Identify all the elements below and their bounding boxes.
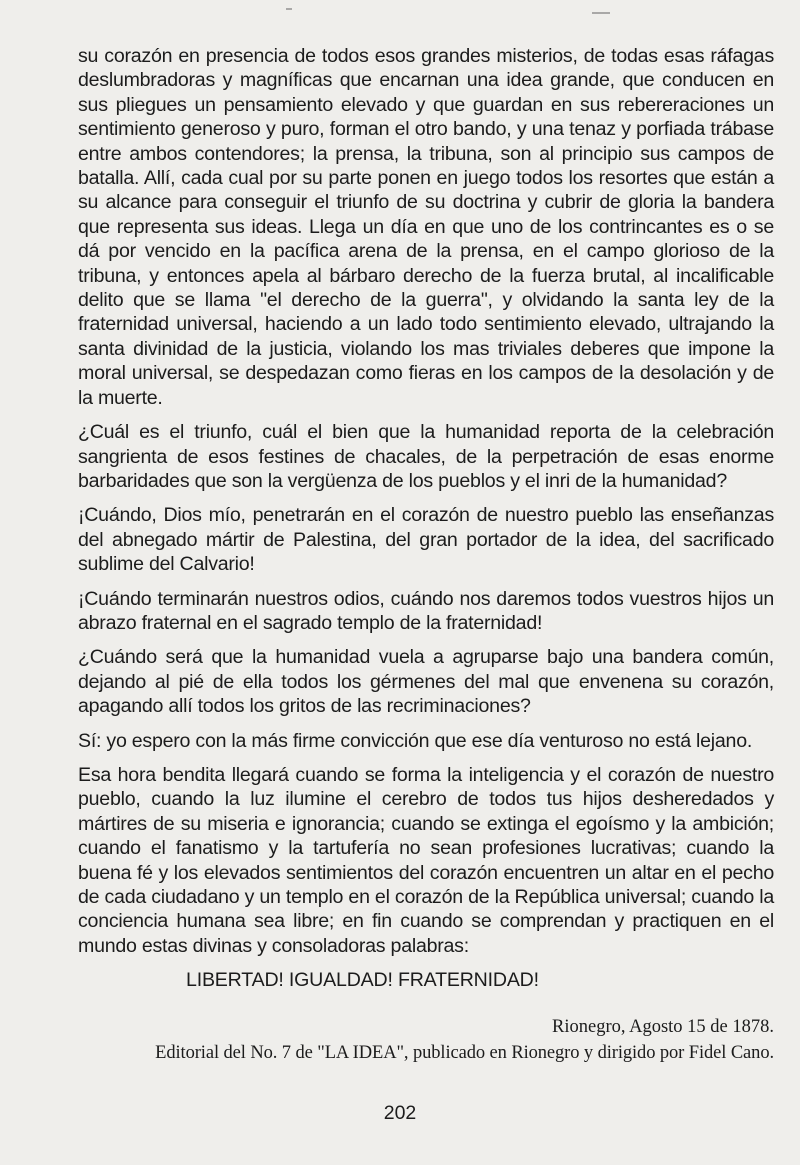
source-note: Editorial del No. 7 de "LA IDEA", publicado en Rionegro y dirigido por Fidel Cano. (155, 1043, 774, 1064)
paragraph-1: su corazón en presencia de todos esos grandes misterios, de todas esas ráfagas deslumbradoras y magníficas que encarnan una idea grande, que conducen en sus pliegues un pensamiento elevado y que guardan en sus rebereraciones un sentimiento generoso y puro, forman el otro bando, y una tenaz y porfiada trábase entre ambos contendores; la prensa, la tribuna, son al principio sus campos de batalla. Allí, cada cual por su parte ponen en juego todos los resortes que están a su alcance para conseguir el triunfo de su doctrina y cubrir de gloria la bandera que representa sus ideas. Llega un día en que uno de los contrincantes es o se dá por vencido en la pacífica arena de la prensa, en el campo glorioso de la tribuna, y entonces apela al bárbaro derecho de la fuerza brutal, al incalificable delito que se llama "el derecho de la guerra", y olvidando la santa ley de la fraternidad universal, haciendo a un lado todo sentimiento elevado, ultrajando la santa divinidad de la justicia, violando los mas triviales deberes que impone la moral universal, se despedazan como fieras en los campos de la desolación y de la muerte. (78, 45, 774, 409)
paragraph-7: Esa hora bendita llegará cuando se forma la inteligencia y el corazón de nuestro pueblo, cuando la luz ilumine el cerebro de todos tus hijos desheredados y mártires de su miseria e ignorancia; cuando se extinga el egoísmo y la ambición; cuando el fanatismo y la tartufería no sean profesiones lucrativas; cuando la buena fé y los elevados sentimientos del corazón encuentren un altar en el pecho de cada ciudadano y un templo en el corazón de la República universal; cuando la conciencia humana sea libre; en fin cuando se comprendan y practiquen en el mundo estas divinas y consoladoras palabras: (78, 763, 774, 957)
paragraph-4: ¡Cuándo terminarán nuestros odios, cuándo nos daremos todos vuestros hijos un abrazo fraternal en el sagrado templo de la fraternidad! (78, 587, 774, 634)
paragraph-3: ¡Cuándo, Dios mío, penetrarán en el corazón de nuestro pueblo las enseñanzas del abnegado mártir de Palestina, del gran portador de la idea, del sacrificado sublime del Calvario! (78, 504, 774, 576)
page-number: 202 (383, 1102, 417, 1124)
scan-mark (286, 8, 292, 10)
motto: LIBERTAD! IGUALDAD! FRATERNIDAD! (186, 969, 539, 992)
paragraph-6: Sí: yo espero con la más firme convicción que ese día venturoso no está lejano. (78, 729, 753, 752)
paragraph-5: ¿Cuándo será que la humanidad vuela a agruparse bajo una bandera común, dejando al pié de ella todos los gérmenes del mal que envenena su corazón, apagando allí todos los gritos de las recriminaciones? (78, 646, 774, 718)
document-page (78, 44, 774, 1064)
scan-mark (592, 12, 610, 14)
paragraph-2: ¿Cuál es el triunfo, cuál el bien que la humanidad reporta de la celebración sangrienta de esos festines de chacales, de la perpetración de esas enorme barbaridades que son la vergüenza de los pueblos y el inri de la humanidad? (78, 421, 774, 492)
place-date: Rionegro, Agosto 15 de 1878. (552, 1017, 774, 1038)
